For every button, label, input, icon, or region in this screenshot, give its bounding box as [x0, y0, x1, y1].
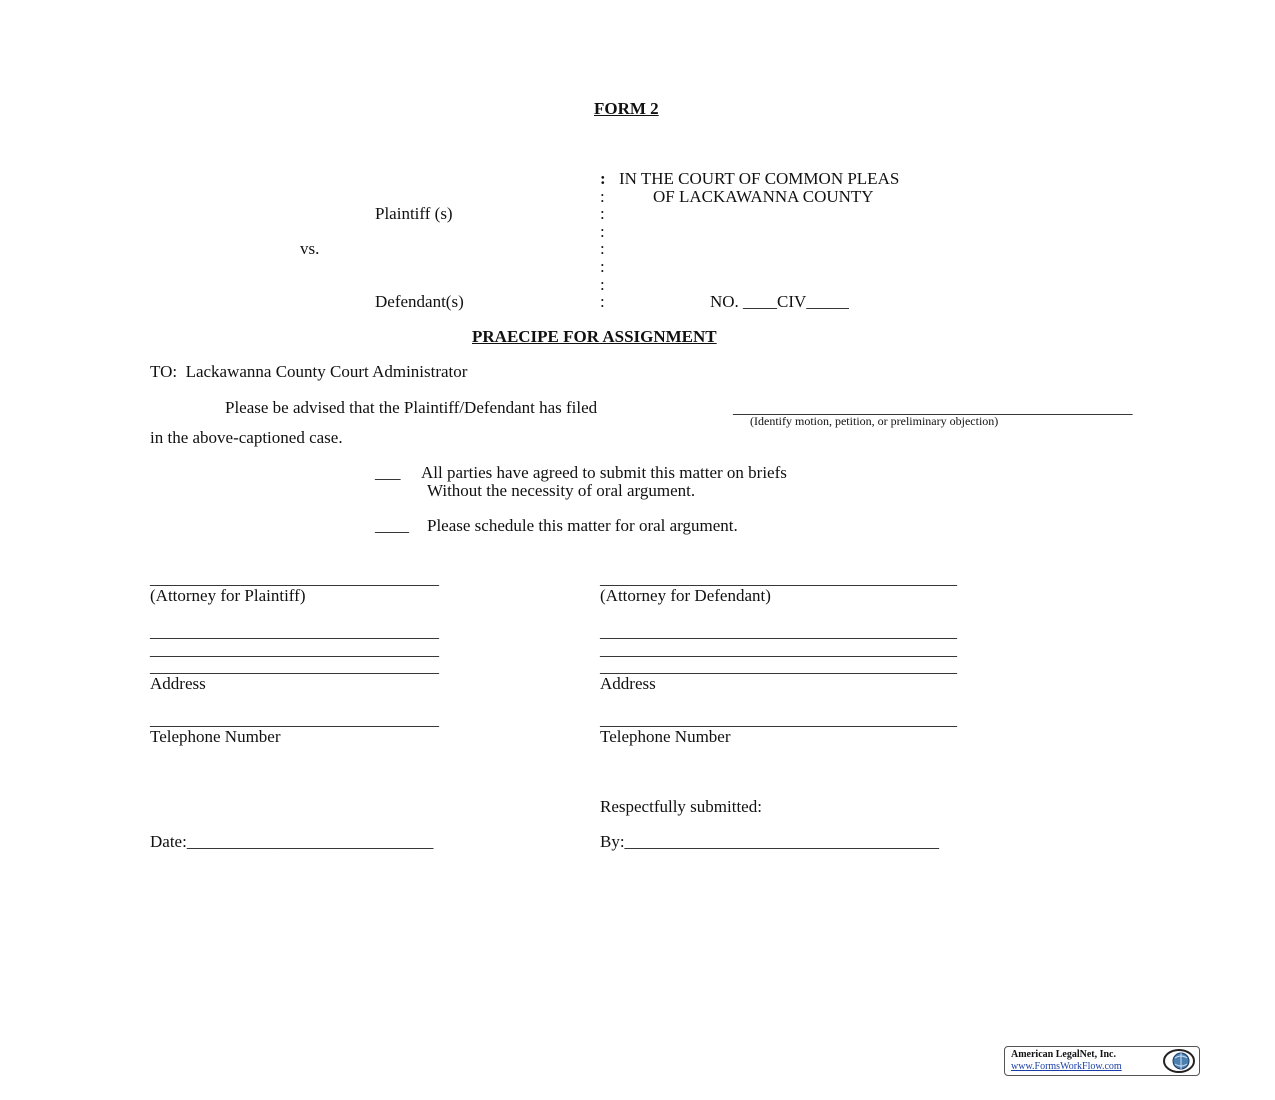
filed-item-blank[interactable]: _______________________________________________ — [733, 398, 1133, 417]
plaintiff-telephone-line[interactable]: __________________________________ — [150, 710, 439, 729]
plaintiff-address-line-1[interactable]: __________________________________ — [150, 622, 439, 641]
vs-label: vs. — [300, 239, 320, 258]
briefs-option-line-1: All parties have agreed to submit this matter on briefs — [421, 463, 787, 482]
caption-colon: : — [600, 239, 605, 258]
globe-icon — [1161, 1048, 1197, 1074]
form-title: FORM 2 — [594, 99, 659, 118]
filed-item-hint: (Identify motion, petition, or preliminary objection) — [750, 414, 999, 428]
defendant-address-label: Address — [600, 674, 656, 693]
logo-url-link[interactable]: www.FormsWorkFlow.com — [1011, 1061, 1122, 1072]
plaintiff-address-line-2[interactable]: __________________________________ — [150, 640, 439, 659]
caption-colon: : — [600, 187, 605, 206]
oral-checkbox-blank[interactable]: ____ — [375, 516, 409, 535]
defendant-address-line-3[interactable]: __________________________________________ — [600, 657, 957, 676]
advice-continuation: in the above-captioned case. — [150, 428, 343, 447]
caption-colon: : — [600, 169, 606, 188]
plaintiff-telephone-label: Telephone Number — [150, 727, 281, 746]
plaintiff-address-label: Address — [150, 674, 206, 693]
defendant-label: Defendant(s) — [375, 292, 464, 311]
oral-option-text: Please schedule this matter for oral argument. — [427, 516, 738, 535]
briefs-option-line-2: Without the necessity of oral argument. — [427, 481, 696, 500]
case-number[interactable]: NO. ____CIV_____ — [710, 292, 849, 311]
court-line-2: OF LACKAWANNA COUNTY — [653, 187, 874, 206]
court-line-1: IN THE COURT OF COMMON PLEAS — [619, 169, 900, 188]
plaintiff-label: Plaintiff (s) — [375, 204, 453, 223]
defendant-address-line-2[interactable]: __________________________________________ — [600, 640, 957, 659]
by-signature-line[interactable]: By:_____________________________________ — [600, 832, 940, 851]
briefs-checkbox-blank[interactable]: ___ — [375, 463, 401, 482]
advice-text: Please be advised that the Plaintiff/Defendant has filed — [225, 398, 598, 417]
american-legalnet-logo[interactable] — [1004, 1046, 1200, 1076]
to-line: TO: Lackawanna County Court Administrator — [150, 362, 468, 381]
plaintiff-attorney-label: (Attorney for Plaintiff) — [150, 586, 306, 605]
caption-colon: : — [600, 222, 605, 241]
caption-colon: : — [600, 275, 605, 294]
date-line[interactable]: Date:_____________________________ — [150, 832, 434, 851]
caption-colon: : — [600, 204, 605, 223]
plaintiff-address-line-3[interactable]: __________________________________ — [150, 657, 439, 676]
praecipe-heading: PRAECIPE FOR ASSIGNMENT — [472, 327, 717, 346]
respectfully-submitted: Respectfully submitted: — [600, 797, 762, 816]
caption-colon: : — [600, 257, 605, 276]
defendant-attorney-label: (Attorney for Defendant) — [600, 586, 771, 605]
defendant-address-line-1[interactable]: __________________________________________ — [600, 622, 957, 641]
logo-company-name: American LegalNet, Inc. — [1011, 1049, 1116, 1060]
defendant-attorney-signature-line[interactable]: __________________________________________ — [600, 569, 957, 588]
plaintiff-attorney-signature-line[interactable]: __________________________________ — [150, 569, 439, 588]
caption-colon: : — [600, 292, 605, 311]
defendant-telephone-line[interactable]: __________________________________________ — [600, 710, 957, 729]
defendant-telephone-label: Telephone Number — [600, 727, 731, 746]
